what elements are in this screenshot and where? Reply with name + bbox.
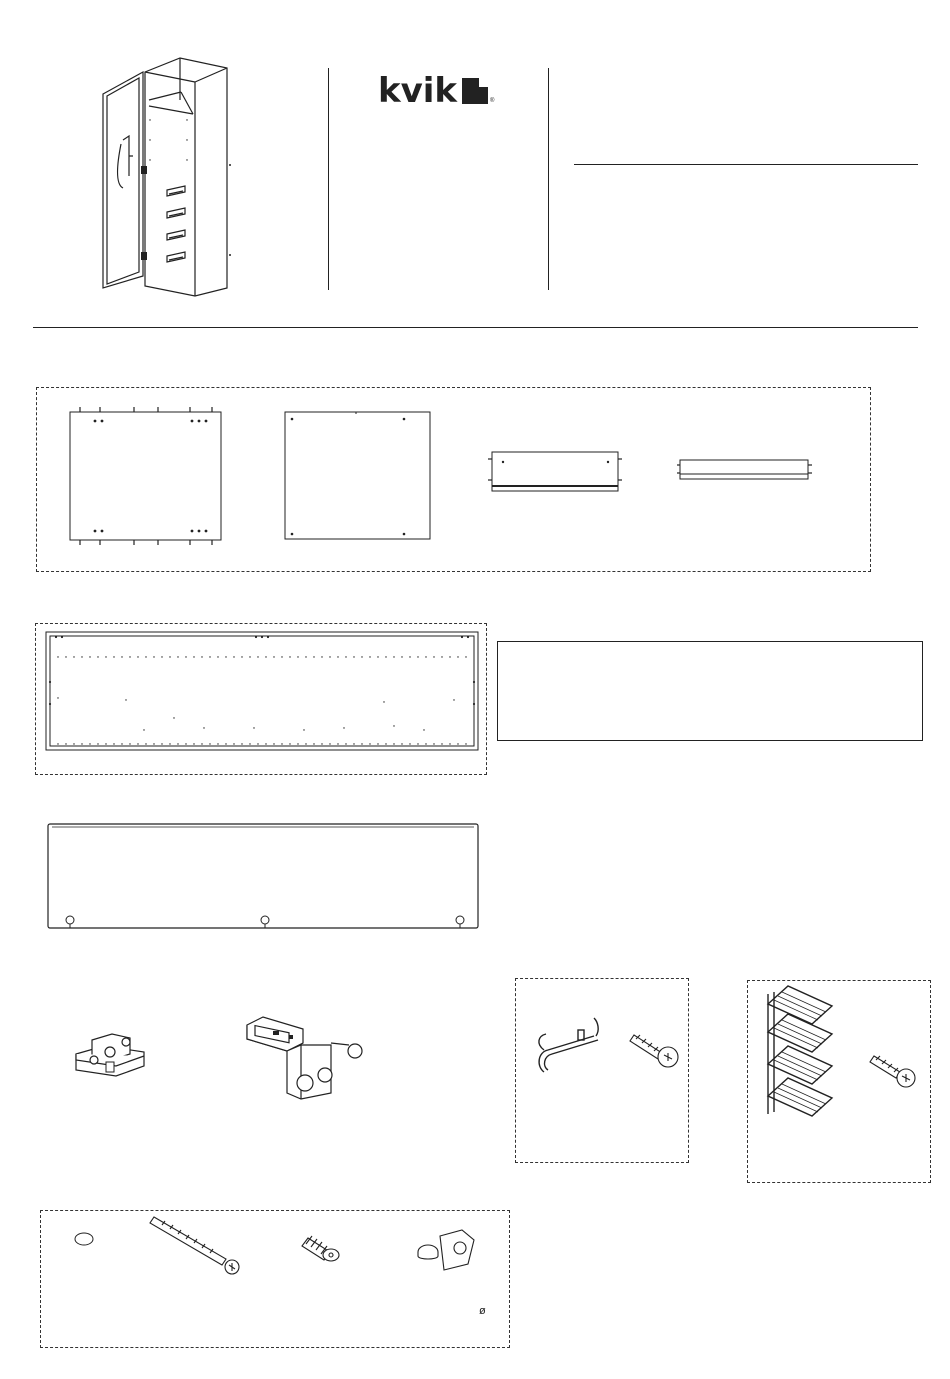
back-panel xyxy=(44,630,480,754)
side-panel xyxy=(68,406,223,548)
header-divider-right xyxy=(548,68,549,290)
hole xyxy=(217,656,218,657)
hole xyxy=(89,656,90,657)
hole xyxy=(125,699,126,700)
cap xyxy=(72,1230,96,1248)
hole xyxy=(337,743,338,744)
door-panel xyxy=(46,823,480,931)
square-mark-icon xyxy=(462,78,488,104)
brand-logo-text: kvik xyxy=(378,71,458,111)
shelf-support xyxy=(414,1226,476,1272)
hole xyxy=(145,656,146,657)
hole xyxy=(457,743,458,744)
hole xyxy=(185,656,186,657)
hole xyxy=(57,743,58,744)
hole xyxy=(241,656,242,657)
hole xyxy=(81,656,82,657)
hole xyxy=(145,743,146,744)
screw xyxy=(628,1027,683,1075)
hole xyxy=(369,656,370,657)
hole xyxy=(377,743,378,744)
hole xyxy=(377,656,378,657)
hole xyxy=(257,743,258,744)
hole xyxy=(433,743,434,744)
hole xyxy=(201,743,202,744)
registered-mark: ® xyxy=(490,98,495,104)
hole xyxy=(73,743,74,744)
hole xyxy=(137,743,138,744)
hole xyxy=(225,656,226,657)
hole xyxy=(289,656,290,657)
hole xyxy=(297,743,298,744)
hole xyxy=(457,656,458,657)
hole xyxy=(353,656,354,657)
hole xyxy=(121,656,122,657)
hole xyxy=(209,743,210,744)
hole xyxy=(65,656,66,657)
hole xyxy=(57,697,58,698)
hole xyxy=(465,656,466,657)
hole xyxy=(329,656,330,657)
hole xyxy=(65,743,66,744)
hole xyxy=(153,743,154,744)
hole xyxy=(297,656,298,657)
hole xyxy=(361,743,362,744)
hole xyxy=(313,743,314,744)
hole xyxy=(105,743,106,744)
hole xyxy=(105,656,106,657)
hole xyxy=(313,656,314,657)
hole xyxy=(409,743,410,744)
hole xyxy=(249,656,250,657)
hole xyxy=(233,656,234,657)
hole xyxy=(289,743,290,744)
hole xyxy=(409,656,410,657)
hole xyxy=(321,743,322,744)
hole xyxy=(417,656,418,657)
header-bottom-rule xyxy=(33,327,918,328)
hole xyxy=(113,743,114,744)
hole xyxy=(321,656,322,657)
hole xyxy=(345,656,346,657)
hole xyxy=(169,656,170,657)
hole xyxy=(193,656,194,657)
hole xyxy=(169,743,170,744)
cabinet-illustration xyxy=(95,40,245,295)
hole xyxy=(217,743,218,744)
hole xyxy=(137,656,138,657)
long-screw xyxy=(150,1213,245,1275)
hole xyxy=(177,656,178,657)
hole xyxy=(369,743,370,744)
hole xyxy=(449,656,450,657)
hole xyxy=(361,656,362,657)
info-box xyxy=(497,641,923,741)
hole xyxy=(393,656,394,657)
hole xyxy=(345,743,346,744)
hole-rows xyxy=(57,656,466,744)
hole xyxy=(129,743,130,744)
hole xyxy=(343,727,344,728)
hole xyxy=(233,743,234,744)
hole xyxy=(453,699,454,700)
hole xyxy=(153,656,154,657)
hole xyxy=(249,743,250,744)
narrow-rail-panel xyxy=(677,459,813,483)
hole xyxy=(257,656,258,657)
hole xyxy=(73,656,74,657)
hole xyxy=(401,656,402,657)
hole xyxy=(97,656,98,657)
hole xyxy=(81,743,82,744)
hinge-mounting-plate xyxy=(70,1020,150,1080)
header-title-underline xyxy=(574,164,918,165)
hole xyxy=(305,656,306,657)
hole xyxy=(253,727,254,728)
hole xyxy=(265,656,266,657)
hole xyxy=(273,743,274,744)
hole xyxy=(273,656,274,657)
hole xyxy=(161,743,162,744)
hole xyxy=(303,729,304,730)
hole xyxy=(89,743,90,744)
hole xyxy=(129,656,130,657)
hole xyxy=(417,743,418,744)
hole xyxy=(433,656,434,657)
hole xyxy=(203,727,204,728)
hole xyxy=(305,743,306,744)
hole xyxy=(281,743,282,744)
hole xyxy=(425,656,426,657)
wire-basket-rack xyxy=(760,984,840,1126)
diameter-symbol: ø xyxy=(479,1305,486,1317)
hole xyxy=(143,729,144,730)
hanger-hook xyxy=(534,1012,602,1078)
hole xyxy=(281,656,282,657)
hole xyxy=(385,743,386,744)
hole xyxy=(401,743,402,744)
dowel xyxy=(304,1230,344,1264)
hole xyxy=(241,743,242,744)
hole xyxy=(353,743,354,744)
hole xyxy=(193,743,194,744)
hole xyxy=(337,656,338,657)
hole xyxy=(441,656,442,657)
hole xyxy=(201,656,202,657)
hole xyxy=(173,717,174,718)
hole xyxy=(329,743,330,744)
hole xyxy=(185,743,186,744)
rail-panel xyxy=(488,450,623,495)
hole xyxy=(161,656,162,657)
hole xyxy=(465,743,466,744)
hole xyxy=(449,743,450,744)
hole xyxy=(97,743,98,744)
screw xyxy=(870,1050,920,1092)
hinge xyxy=(243,1013,373,1103)
hole xyxy=(225,743,226,744)
hole xyxy=(385,656,386,657)
hole xyxy=(393,725,394,726)
hole xyxy=(113,656,114,657)
hole xyxy=(423,729,424,730)
top-bottom-panel xyxy=(284,410,432,542)
hole xyxy=(209,656,210,657)
hole xyxy=(121,743,122,744)
hole xyxy=(265,743,266,744)
hole xyxy=(441,743,442,744)
hole xyxy=(383,701,384,702)
hole xyxy=(393,743,394,744)
header-divider-left xyxy=(328,68,329,290)
hole xyxy=(57,656,58,657)
hole xyxy=(425,743,426,744)
hole xyxy=(177,743,178,744)
